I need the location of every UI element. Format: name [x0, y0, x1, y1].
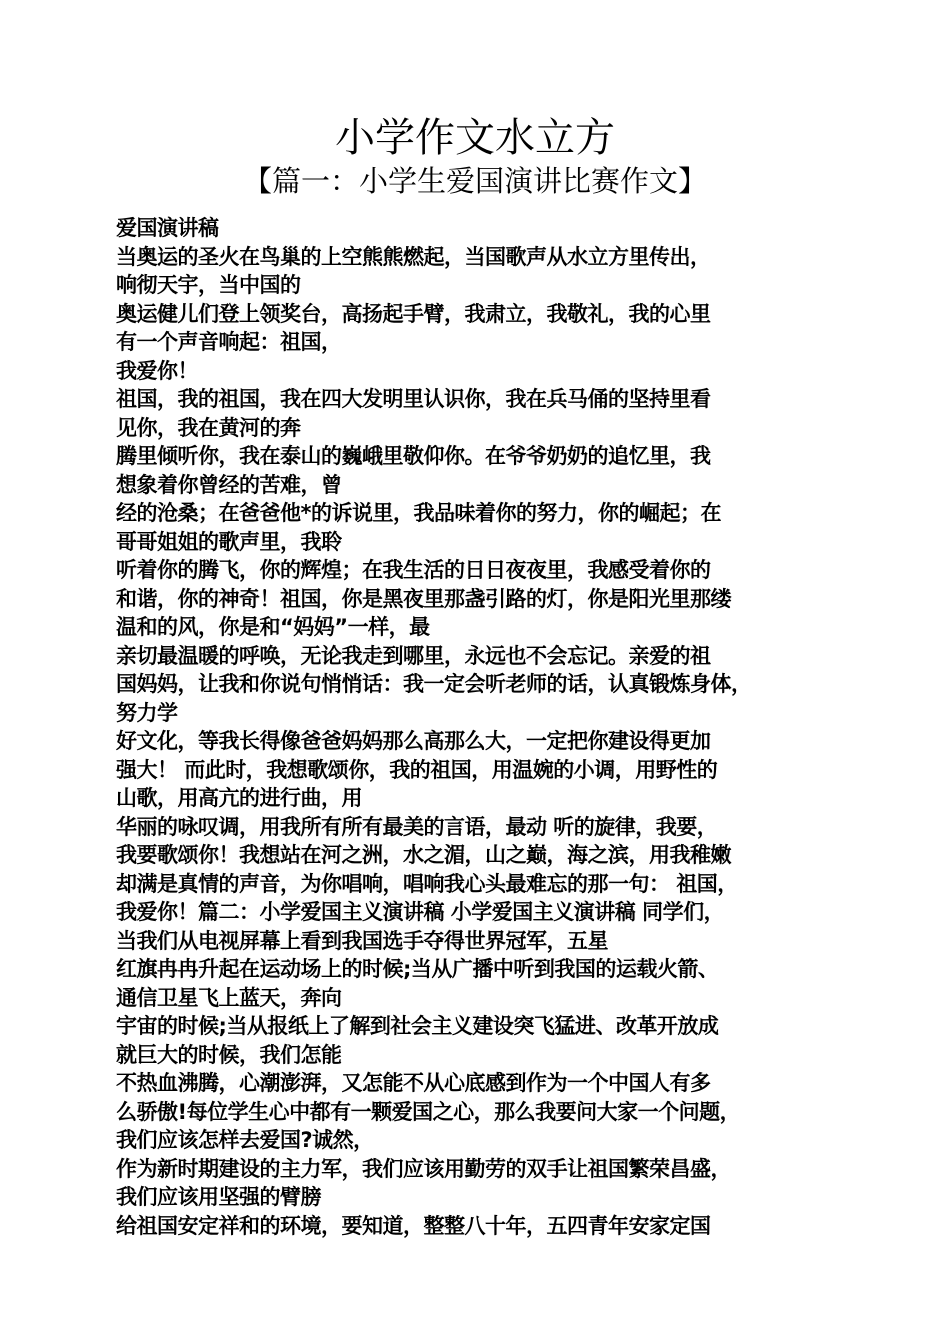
body-text-line: 就巨大的时候，我们怎能: [116, 1042, 342, 1067]
document-title: 小学作文水立方: [335, 115, 615, 161]
body-text-line: 红旗冉冉升起在运动场上的时候;当从广播中听到我国的运载火箭、: [116, 957, 719, 981]
body-text-line: 听着你的腾飞，你的辉煌；在我生活的日日夜夜里，我感受着你的: [116, 558, 711, 582]
body-text-line: 国妈妈，让我和你说句悄悄话：我一定会听老师的话，认真锻炼身体，: [116, 672, 752, 696]
body-text-line: 见你，我在黄河的奔: [116, 415, 301, 440]
body-text-line: 好文化，等我长得像爸爸妈妈那么高那么大，一定把你建设得更加: [116, 729, 711, 753]
body-text-line: 宇宙的时候;当从报纸上了解到社会主义建设突飞猛进、改革开放成: [116, 1014, 719, 1038]
body-text-line: 腾里倾听你，我在泰山的巍峨里敬仰你。在爷爷奶奶的追忆里，我: [116, 444, 711, 468]
body-text-line: 爱国演讲稿: [116, 216, 219, 240]
body-text-line: 亲切最温暖的呼唤，无论我走到哪里，永远也不会忘记。亲爱的祖: [116, 643, 711, 668]
body-text-line: 响彻天宇，当中国的: [116, 273, 301, 297]
body-text-line: 却满是真情的声音，为你唱响，唱响我心头最难忘的那一句： 祖国，: [116, 871, 738, 896]
body-text-line: 哥哥姐姐的歌声里，我聆: [116, 529, 342, 554]
body-text-line: 奥运健儿们登上领奖台，高扬起手臂，我肃立，我敬礼，我的心里: [116, 301, 711, 326]
body-text-line: 强大！ 而此时，我想歌颂你，我的祖国，用温婉的小调，用野性的: [116, 757, 718, 782]
document-subtitle: 【篇一：小学生爱国演讲比赛作文】: [242, 164, 707, 198]
body-text-line: 努力学: [116, 700, 178, 725]
body-text-line: 我要歌颂你！我想站在河之洲，水之湄，山之巅，海之滨，用我稚嫩: [116, 843, 731, 867]
body-text-line: 想象着你曾经的苦难，曾: [116, 472, 342, 497]
body-text-line: 当奥运的圣火在鸟巢的上空熊熊燃起，当国歌声从水立方里传出，: [116, 244, 711, 269]
body-text-line: 山歌，用高亢的进行曲，用: [116, 786, 362, 810]
body-text-line: 当我们从电视屏幕上看到我国选手夺得世界冠军，五星: [116, 928, 608, 953]
document-body: [116, 214, 852, 1240]
body-text-line: 华丽的咏叹调，用我所有所有最美的言语，最动 听的旋律，我要，: [116, 814, 718, 839]
body-text-line: 通信卫星飞上蓝天，奔向: [116, 985, 342, 1010]
body-text-line: 我爱你！篇二：小学爱国主义演讲稿 小学爱国主义演讲稿 同学们，: [116, 900, 725, 924]
body-text-line: 么骄傲!每位学生心中都有一颗爱国之心，那么我要问大家一个问题，: [116, 1099, 741, 1124]
body-text-line: 经的沧桑；在爸爸他*的诉说里，我品味着你的努力，你的崛起；在: [116, 501, 721, 525]
body-text-line: 不热血沸腾，心潮澎湃，又怎能不从心底感到作为一个中国人有多: [116, 1071, 711, 1095]
body-text-line: 我们应该用坚强的臂膀: [116, 1185, 321, 1209]
body-text-line: 给祖国安定祥和的环境，要知道，整整八十年，五四青年安家定国: [116, 1213, 711, 1238]
body-text-line: 我爱你！: [116, 358, 198, 383]
body-text-line: 祖国，我的祖国，我在四大发明里认识你，我在兵马俑的坚持里看: [116, 387, 711, 411]
body-text-line: 有一个声音响起：祖国，: [116, 330, 342, 354]
body-text-line: 我们应该怎样去爱国?诚然，: [116, 1128, 374, 1152]
body-text-line: 温和的风，你是和“妈妈”一样，最: [116, 615, 430, 639]
body-text-line: 和谐，你的神奇！祖国，你是黑夜里那盏引路的灯，你是阳光里那缕: [116, 586, 731, 611]
body-text-line: 作为新时期建设的主力军，我们应该用勤劳的双手让祖国繁荣昌盛，: [116, 1156, 731, 1181]
